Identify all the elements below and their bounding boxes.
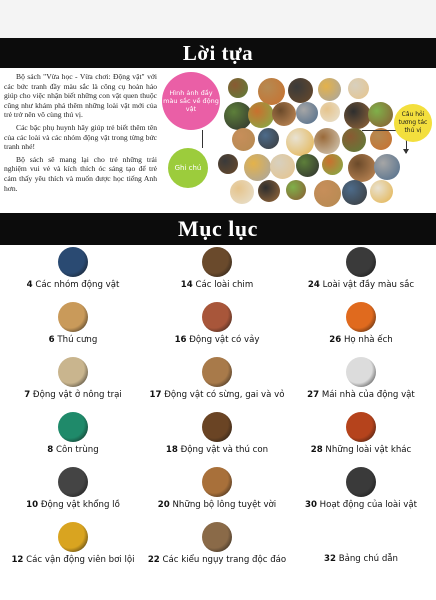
toc-entry-label: Họ nhà ếch [343, 335, 393, 345]
polar-bear-icon [346, 357, 376, 387]
toc-entry[interactable] [147, 302, 287, 345]
animal-photo [296, 154, 319, 177]
toc-entry-label: Động vật có vảy [189, 335, 260, 345]
foreword-text [4, 72, 157, 196]
owl-icon [202, 522, 232, 552]
toc-entry[interactable] [147, 412, 287, 455]
toc-entry-label: Động vật có sừng, gai và vỏ [164, 390, 285, 400]
callout-arrow [403, 149, 409, 154]
notes-callout: Ghi chú [168, 148, 208, 188]
animal-photo [228, 78, 248, 98]
toc-page-number: 12 [11, 555, 24, 565]
animal-photo [286, 128, 314, 156]
toc-page-number: 18 [165, 445, 178, 455]
animal-photo [258, 78, 285, 105]
toc-entry-label: Côn trùng [56, 445, 99, 455]
toc-entry[interactable] [147, 247, 287, 290]
toc-entry[interactable] [147, 522, 287, 565]
toc-entry[interactable] [291, 357, 431, 400]
rhino-icon [202, 357, 232, 387]
toc-entry[interactable] [3, 522, 143, 565]
callout-connector-left [202, 130, 203, 148]
animal-photo [370, 180, 393, 203]
foreword-paragraph: Bộ sách "Vừa học - Vừa chơi: Động vật" với các bức tranh đầy màu sắc là công cụ hoàn hảo giúp cho việc nhận biết những con vật quen thuộc cũng như khám phá thêm những loài vật mới của trẻ trở nên vô cùng thú vị. [4, 72, 157, 120]
toc-entry[interactable] [147, 357, 287, 400]
toc-entry[interactable] [3, 467, 143, 510]
snake-icon [202, 302, 232, 332]
toc-page-number: 22 [147, 555, 160, 565]
foreword-heading: Lời tựa [0, 38, 436, 68]
toc-entry-label: Các kiểu ngụy trang độc đáo [162, 555, 287, 565]
porcupine-icon [346, 247, 376, 277]
toc-page-number: 27 [307, 390, 320, 400]
toc-entry[interactable] [291, 302, 431, 345]
toc-entry-label: Mái nhà của động vật [321, 390, 415, 400]
dog-icon [58, 302, 88, 332]
animal-photo [318, 78, 341, 101]
animal-photo [342, 180, 367, 205]
toc-entry-label: Bảng chú dẫn [338, 554, 399, 564]
toc-entry[interactable] [291, 412, 431, 455]
fish-icon [58, 522, 88, 552]
monkey-icon [202, 467, 232, 497]
toc-entry[interactable] [291, 247, 431, 290]
table-of-contents-heading: Mục lục [0, 213, 436, 245]
toc-entry[interactable] [3, 412, 143, 455]
animal-photo [348, 154, 376, 182]
animal-photo [288, 78, 313, 103]
sheep-icon [58, 357, 88, 387]
page-top-margin [0, 0, 436, 38]
animal-photo [314, 128, 340, 154]
toc-page-number: 17 [149, 390, 162, 400]
toc-entry[interactable] [291, 467, 431, 510]
toc-page-number: 14 [180, 280, 193, 290]
toc-page-number: 30 [304, 500, 317, 510]
animal-photo [218, 154, 238, 174]
toc-entry-label: Loài vật đầy màu sắc [322, 280, 415, 290]
animal-photo [244, 154, 271, 181]
animal-photo [344, 102, 371, 129]
toc-entry-label: Các vận động viên bơi lội [26, 555, 135, 565]
animal-photo [368, 102, 393, 127]
animal-photo [258, 128, 279, 149]
foreword-paragraph: Các bậc phụ huynh hãy giúp trẻ biết thêm tên của các loài và các nhóm động vật trong từng bức tranh nhé! [4, 122, 157, 152]
animal-photo [272, 102, 296, 126]
cat-icon [346, 467, 376, 497]
toc-page-number: 7 [24, 390, 31, 400]
animal-photo [320, 102, 340, 122]
animal-photo [230, 180, 254, 204]
animal-photo [314, 180, 341, 207]
toc-entry[interactable] [291, 554, 431, 564]
toc-page-number: 20 [157, 500, 170, 510]
animal-photo [348, 78, 369, 99]
toc-page-number: 24 [307, 280, 320, 290]
animal-collage [162, 72, 432, 210]
toc-entry[interactable] [3, 302, 143, 345]
table-of-contents [0, 247, 436, 597]
toc-entry-label: Những bộ lông tuyệt vời [172, 500, 277, 510]
toc-entry[interactable] [3, 357, 143, 400]
eagle-icon [202, 247, 232, 277]
frog-icon [346, 302, 376, 332]
toc-entry[interactable] [3, 247, 143, 290]
toc-entry-label: Các loài chim [195, 280, 254, 290]
animal-photo [296, 102, 318, 124]
toc-page-number: 8 [47, 445, 54, 455]
animal-photo [270, 154, 295, 179]
toc-entry-label: Các nhóm động vật [35, 280, 120, 290]
hummingbird-icon [346, 412, 376, 442]
animal-photo [374, 154, 400, 180]
toc-page-number: 16 [174, 335, 187, 345]
toc-page-number: 4 [26, 280, 33, 290]
toc-page-number: 26 [329, 335, 342, 345]
toc-page-number: 28 [310, 445, 323, 455]
animal-photo [258, 180, 280, 202]
toc-entry-label: Thú cưng [57, 335, 98, 345]
animal-photo [248, 102, 274, 128]
animal-photo [232, 128, 255, 151]
toc-entry-label: Động vật ở nông trại [32, 390, 122, 400]
toc-entry-label: Động vật khổng lồ [40, 500, 120, 510]
toc-entry[interactable] [147, 467, 287, 510]
animal-photo [286, 180, 306, 200]
pictures-callout: Hình ảnh đầy màu sắc về động vật [162, 72, 220, 130]
toc-entry-label: Những loài vật khác [325, 445, 412, 455]
ladybug-icon [58, 412, 88, 442]
toc-entry-label: Động vật và thú con [180, 445, 269, 455]
dolphin-icon [58, 247, 88, 277]
toc-page-number: 10 [26, 500, 39, 510]
foreword-paragraph: Bộ sách sẽ mang lại cho trẻ những trải nghiệm vui vẻ và kích thích óc sáng tạo để trẻ cảm thấy yêu thích và muốn được học tiếng Anh hơn. [4, 154, 157, 193]
questions-callout: Câu hỏi tương tác thú vị [394, 104, 432, 142]
elephant-icon [58, 467, 88, 497]
toc-page-number: 32 [323, 554, 336, 564]
toc-page-number: 6 [48, 335, 55, 345]
animal-photo [322, 154, 343, 175]
toc-entry-label: Hoạt động của loài vật [319, 500, 418, 510]
horse-icon [202, 412, 232, 442]
